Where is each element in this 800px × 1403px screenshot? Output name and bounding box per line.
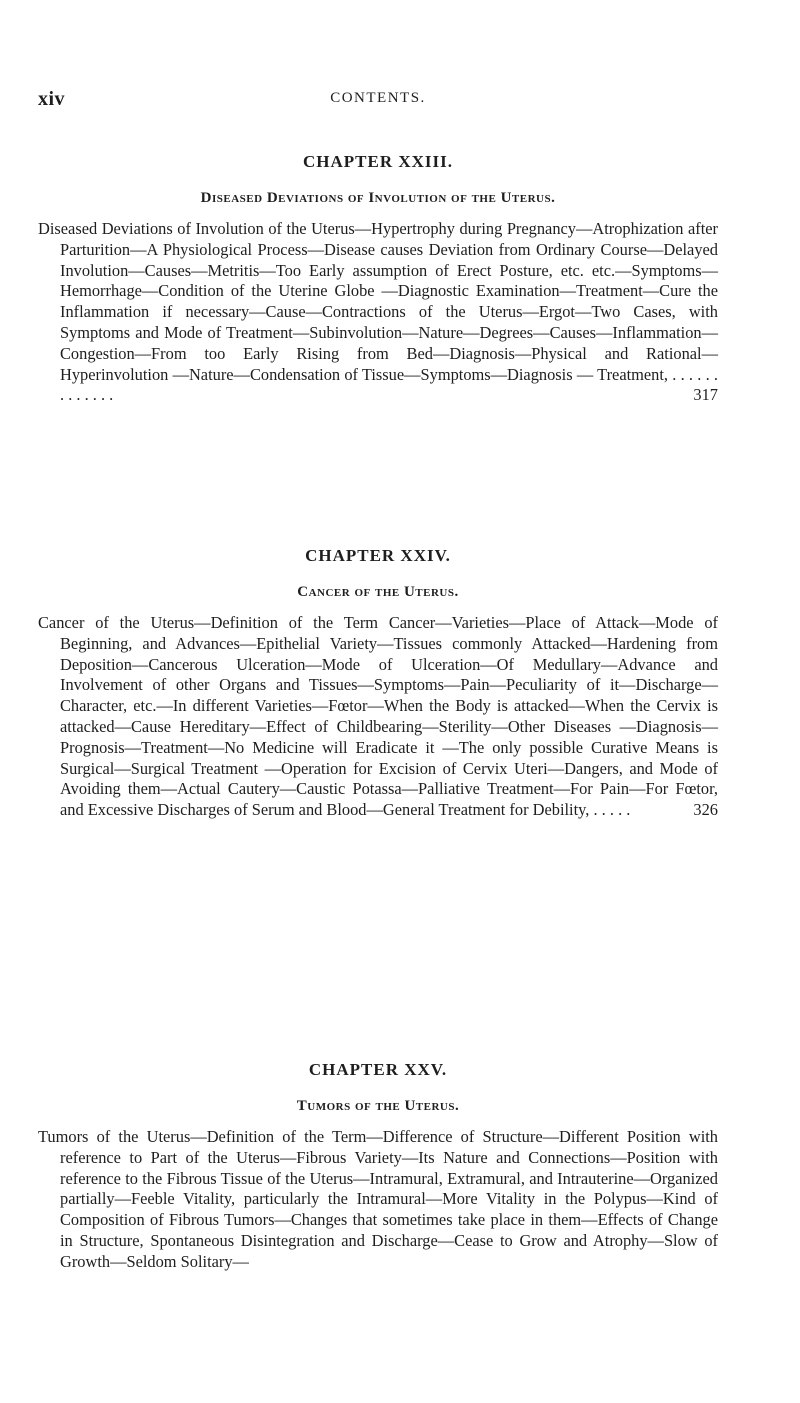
contents-text: Cancer of the Uterus—Definition of the Term Cancer—Varieties—Place of Attack—Mode of Beginning, and Advances—Epithelial Variety—Tissues commonly Attacked—Hardening from Deposition—Cancerous Ulceration—Mode of Ulceration—Of Medullary—Advance and Involvement of other Organs and Tissues—Symptoms—Pain—Peculiarity of it—Discharge—Character, etc.—In different Varieties—Fœtor—When the Body is attacked—When the Cervix is attacked—Cause Hereditary—Effect of Childbearing—Sterility—Other Diseases —Diagnosis—Prognosis—Treatment—No Medicine will Eradicate it —The only possible Curative Means is Surgical—Surgical Treatment —Operation for Excision of Cervix Uteri—Dangers, and Mode of Avoiding them—Actual Cautery—Caustic Potassa—Palliative Treatment—For Pain—For Fœtor, and Excessive Discharges of Serum and Blood—General Treatment for Debility, . . . . .	[38, 613, 718, 820]
contents-text: Tumors of the Uterus—Definition of the Term—Difference of Structure—Different Position with reference to Part of the Uterus—Fibrous Variety—Its Nature and Connections—Position with reference to the Fibrous Tissue of the Uterus—Intramural, Extramural, and Intrauterine—Organized partially—Feeble Vitality, particularly the Intramural—More Vitality in the Polypus—Kind of Composition of Fibrous Tumors—Changes that sometimes take place in them—Effects of Change in Structure, Spontaneous Disintegration and Discharge—Cease to Grow and Atrophy—Slow of Growth—Seldom Solitary—	[38, 1127, 718, 1271]
chapter-title: CHAPTER XXIII.	[302, 152, 454, 171]
chapter-subtitle: Cancer of the Uterus.	[297, 584, 459, 600]
page-number: xiv	[38, 88, 66, 110]
running-head: CONTENTS.	[330, 90, 426, 106]
chapter-contents	[38, 613, 718, 821]
page-header	[38, 88, 718, 112]
contents-text: Diseased Deviations of Involution of the Uterus—Hypertrophy during Pregnancy—Atrophization after Parturition—A Physiological Process—Disease causes Deviation from Ordinary Course—Delayed Involution—Causes—Metritis—Too Early assumption of Erect Posture, etc. etc.—Symptoms—Hemorrhage—Condition of the Uterine Globe —Diagnostic Examination—Treatment—Cure the Inflammation if necessary—Cause—Contractions of the Uterus—Ergot—Two Cases, with Symptoms and Mode of Treatment—Subinvolution—Nature—Degrees—Causes—Inflammation—Congestion—From too Early Rising from Bed—Diagnosis—Physical and Rational—Hyperinvolution —Nature—Condensation of Tissue—Symptoms—Diagnosis — Treatment, . . . . . . . . . . . . .	[38, 219, 718, 405]
chapter-25	[38, 1060, 718, 1273]
chapter-23	[38, 152, 718, 406]
chapter-subtitle: Tumors of the Uterus.	[296, 1098, 460, 1114]
page-reference: 326	[693, 800, 718, 820]
chapter-title: CHAPTER XXV.	[308, 1060, 448, 1079]
chapter-contents	[38, 219, 718, 406]
page-reference: 317	[693, 385, 718, 405]
chapter-title: CHAPTER XXIV.	[305, 546, 451, 565]
chapter-subtitle: Diseased Deviations of Involution of the Uterus.	[200, 190, 556, 206]
chapter-contents	[38, 1127, 718, 1273]
chapter-24	[38, 546, 718, 821]
